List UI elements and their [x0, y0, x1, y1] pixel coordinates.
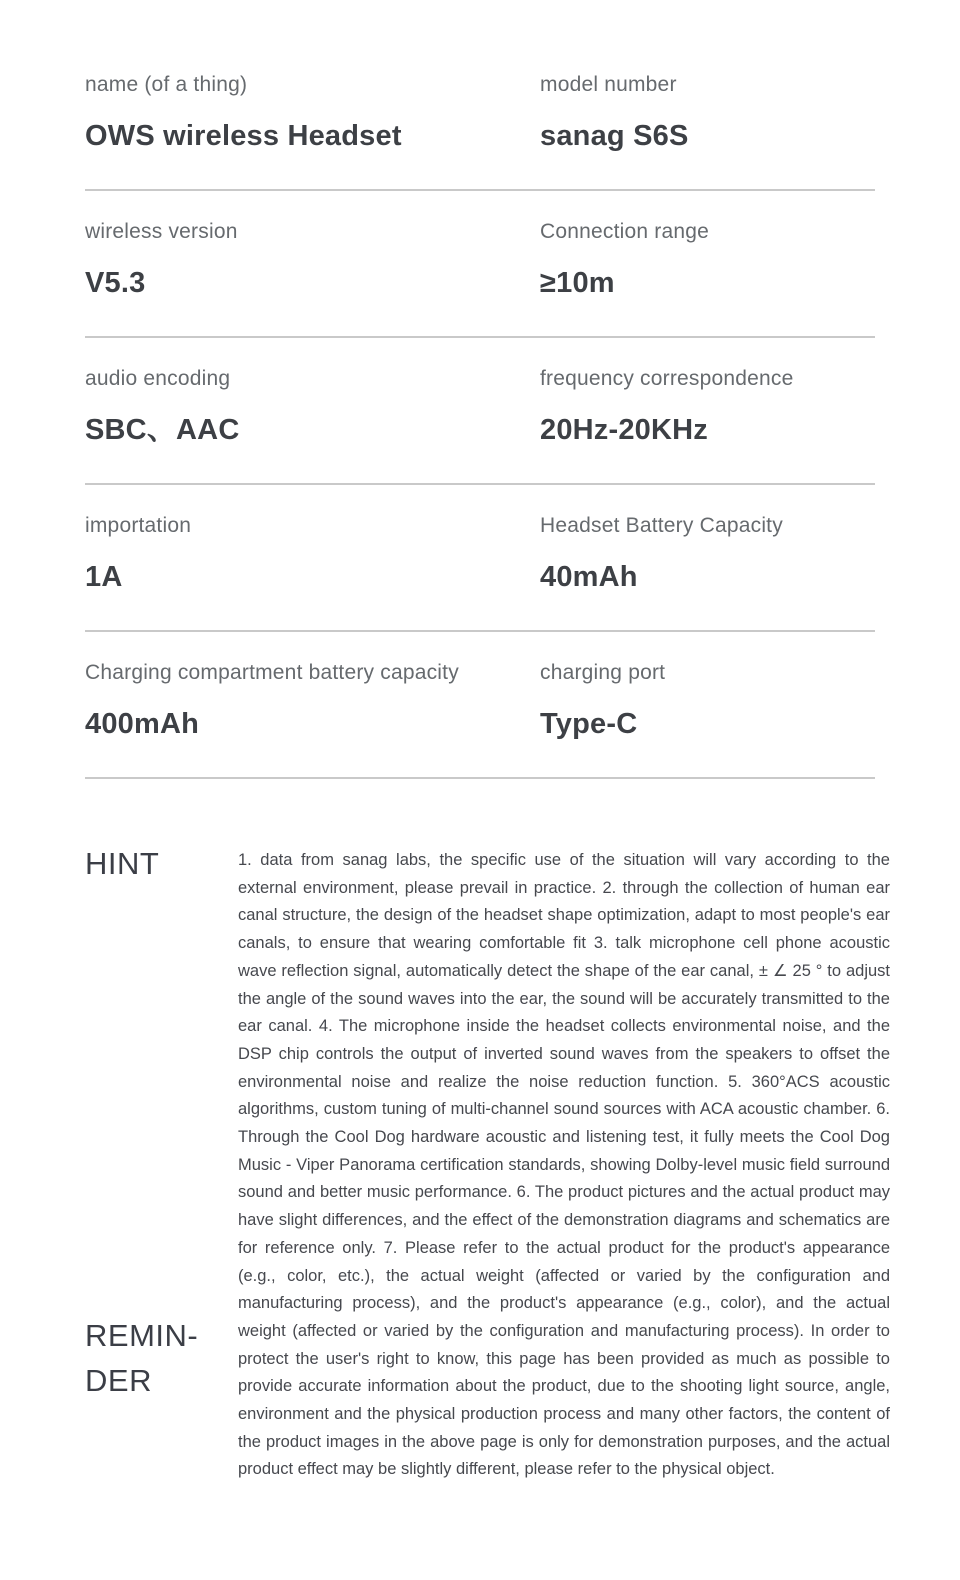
spec-value-audio-encoding: SBC、AAC [85, 414, 240, 446]
spec-cell-case-battery [85, 660, 540, 741]
spec-label-wireless-version: wireless version [85, 220, 238, 243]
spec-label-charging-port: charging port [540, 661, 666, 684]
hint-label: HINT [85, 846, 160, 881]
notes-section [85, 779, 890, 1484]
reminder-label-line2: DER [85, 1363, 152, 1398]
spec-row-importation-battery [85, 485, 875, 632]
notes-inner [85, 846, 890, 1484]
spec-row-encoding-frequency [85, 338, 875, 485]
reminder-label-line1: REMIN- [85, 1318, 199, 1353]
spec-value-frequency: 20Hz-20KHz [540, 414, 708, 446]
spec-cell-name [85, 72, 540, 153]
spec-value-charging-port: Type-C [540, 708, 638, 740]
spec-value-wireless-version: V5.3 [85, 267, 146, 299]
spec-row-wireless-range [85, 191, 875, 338]
spec-row-name-model [85, 44, 875, 191]
spec-cell-importation [85, 513, 540, 594]
spec-label-name: name (of a thing) [85, 73, 248, 96]
spec-label-case-battery: Charging compartment battery capacity [85, 661, 459, 684]
spec-row-case-battery-port [85, 632, 875, 779]
spec-label-model-number: model number [540, 73, 677, 96]
spec-value-model-number: sanag S6S [540, 120, 689, 152]
spec-value-importation: 1A [85, 561, 123, 593]
spec-cell-headset-battery [540, 513, 875, 594]
spec-value-connection-range: ≥10m [540, 267, 615, 299]
spec-cell-wireless-version [85, 219, 540, 300]
reminder-label [85, 1313, 198, 1403]
spec-label-headset-battery: Headset Battery Capacity [540, 514, 783, 537]
spec-label-frequency: frequency correspondence [540, 367, 794, 390]
spec-cell-connection-range [540, 219, 875, 300]
spec-label-audio-encoding: audio encoding [85, 367, 231, 390]
spec-value-case-battery: 400mAh [85, 708, 200, 740]
note-body-text: 1. data from sanag labs, the specific use of the situation will vary according to the external environment, please prevail in practice. 2. through the collection of human ear canal structure, the design of the headset shape optimization, adapt to most people's ear canals, to ensure that wearing comfortable fit 3. talk microphone cell phone acoustic wave reflection signal, automatically detect the shape of the ear canal, ± ∠ 25 ° to adjust the angle of the sound waves into the ear, the sound will be accurately transmitted to the ear canal. 4. The microphone inside the headset collects environmental noise, and the DSP chip controls the output of inverted sound waves from the speakers to offset the environmental noise and realize the noise reduction function. 5. 360°ACS acoustic algorithms, custom tuning of multi-channel sound sources with ACA acoustic chamber. 6. Through the Cool Dog hardware acoustic and listening test, it fully meets the Cool Dog Music - Viper Panorama certification standards, showing Dolby-level music field surround sound and better music performance. 6. The product pictures and the actual product may have slight differences, and the effect of the demonstration diagrams and schematics are for reference only. 7. Please refer to the actual product for the product's appearance (e.g., color, etc.), the actual weight (affected or varied by the configuration and manufacturing process), and the product's appearance (e.g., color), and the actual weight (affected or varied by the configuration and manufacturing process). In order to protect the user's right to know, this page has been provided as much as possible to provide accurate information about the product, due to the shooting light source, angle, environment and the physical production process and many other factors, the content of the product images in the above page is only for demonstration purposes, and the actual product effect may be slightly different, please refer to the physical object. [238, 851, 890, 1479]
spec-cell-charging-port [540, 660, 875, 741]
spec-value-name: OWS wireless Headset [85, 120, 402, 152]
spec-value-headset-battery: 40mAh [540, 561, 638, 593]
spec-cell-audio-encoding [85, 366, 540, 447]
spec-label-connection-range: Connection range [540, 220, 709, 243]
spec-table [0, 0, 960, 779]
spec-cell-model-number [540, 72, 875, 153]
spec-cell-frequency [540, 366, 875, 447]
spec-label-importation: importation [85, 514, 192, 537]
